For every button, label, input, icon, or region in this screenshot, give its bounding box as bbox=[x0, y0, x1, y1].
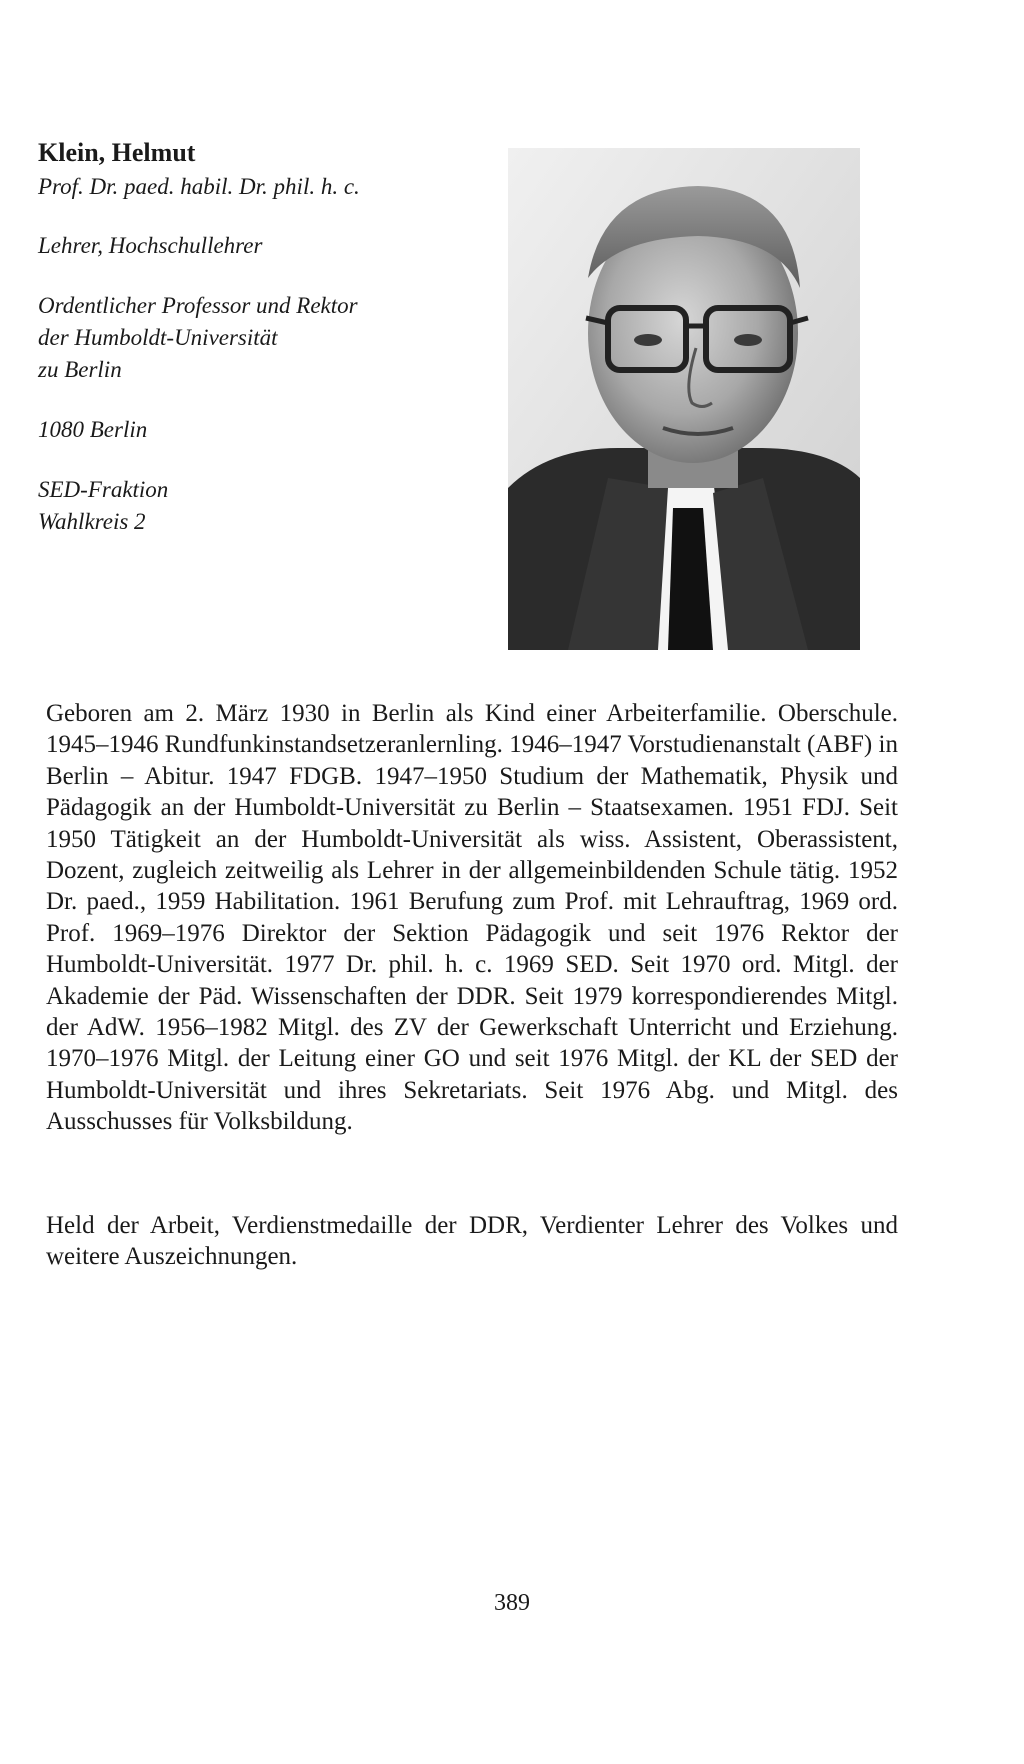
person-header bbox=[38, 138, 478, 538]
awards-text: Held der Arbeit, Verdienstmedaille der DDR, Verdienter Lehrer des Volkes und weitere Auszeichnungen. bbox=[46, 1212, 898, 1271]
profession: Lehrer, Hochschullehrer bbox=[38, 233, 263, 258]
faction: SED-Fraktion bbox=[38, 477, 169, 502]
portrait-illustration bbox=[508, 148, 860, 650]
position-line-1: Ordentlicher Professor und Rektor bbox=[38, 293, 358, 318]
academic-title: Prof. Dr. paed. habil. Dr. phil. h. c. bbox=[38, 174, 360, 199]
biography-text: Geboren am 2. März 1930 in Berlin als Kind einer Arbeiterfamilie. Oberschule. 1945–1946 Rundfunkinstandsetzeranlernling. 1946–1947 Vorstudienanstalt (ABF) in Berlin – Abitur. 1947 FDGB. 1947–1950 Studium der Mathematik, Physik und Pädagogik an der Humboldt-Universität zu Berlin – Staatsexamen. 1951 FDJ. Seit 1950 Tätigkeit an der Humboldt-Universität als wiss. Assistent, Oberassistent, Dozent, zugleich zeitweilig als Lehrer in der allgemeinbildenden Schule tätig. 1952 Dr. paed., 1959 Habilitation. 1961 Berufung zum Prof. mit Lehrauftrag, 1969 ord. Prof. 1969–1976 Direktor der Sektion Pädagogik und seit 1976 Rektor der Humboldt-Universität. 1977 Dr. phil. h. c. 1969 SED. Seit 1970 ord. Mitgl. der Akademie der Päd. Wissenschaften der DDR. Seit 1979 korrespondierendes Mitgl. der AdW. 1956–1982 Mitgl. des ZV der Gewerkschaft Unterricht und Erziehung. 1970–1976 Mitgl. der Leitung einer GO und seit 1976 Mitgl. der KL der SED der Humboldt-Universität und ihres Sekretariats. Seit 1976 Abg. und Mitgl. des Ausschusses für Volksbildung. bbox=[46, 700, 898, 1136]
faction-block bbox=[38, 474, 478, 538]
portrait-photo bbox=[508, 148, 860, 650]
location: 1080 Berlin bbox=[38, 417, 148, 442]
position-line-2: der Humboldt-Universität bbox=[38, 325, 278, 350]
constituency: Wahlkreis 2 bbox=[38, 509, 146, 534]
position-line-3: zu Berlin bbox=[38, 357, 122, 382]
person-name: Klein, Helmut bbox=[38, 138, 196, 167]
page-number: 389 bbox=[494, 1590, 530, 1616]
position-block bbox=[38, 290, 478, 386]
